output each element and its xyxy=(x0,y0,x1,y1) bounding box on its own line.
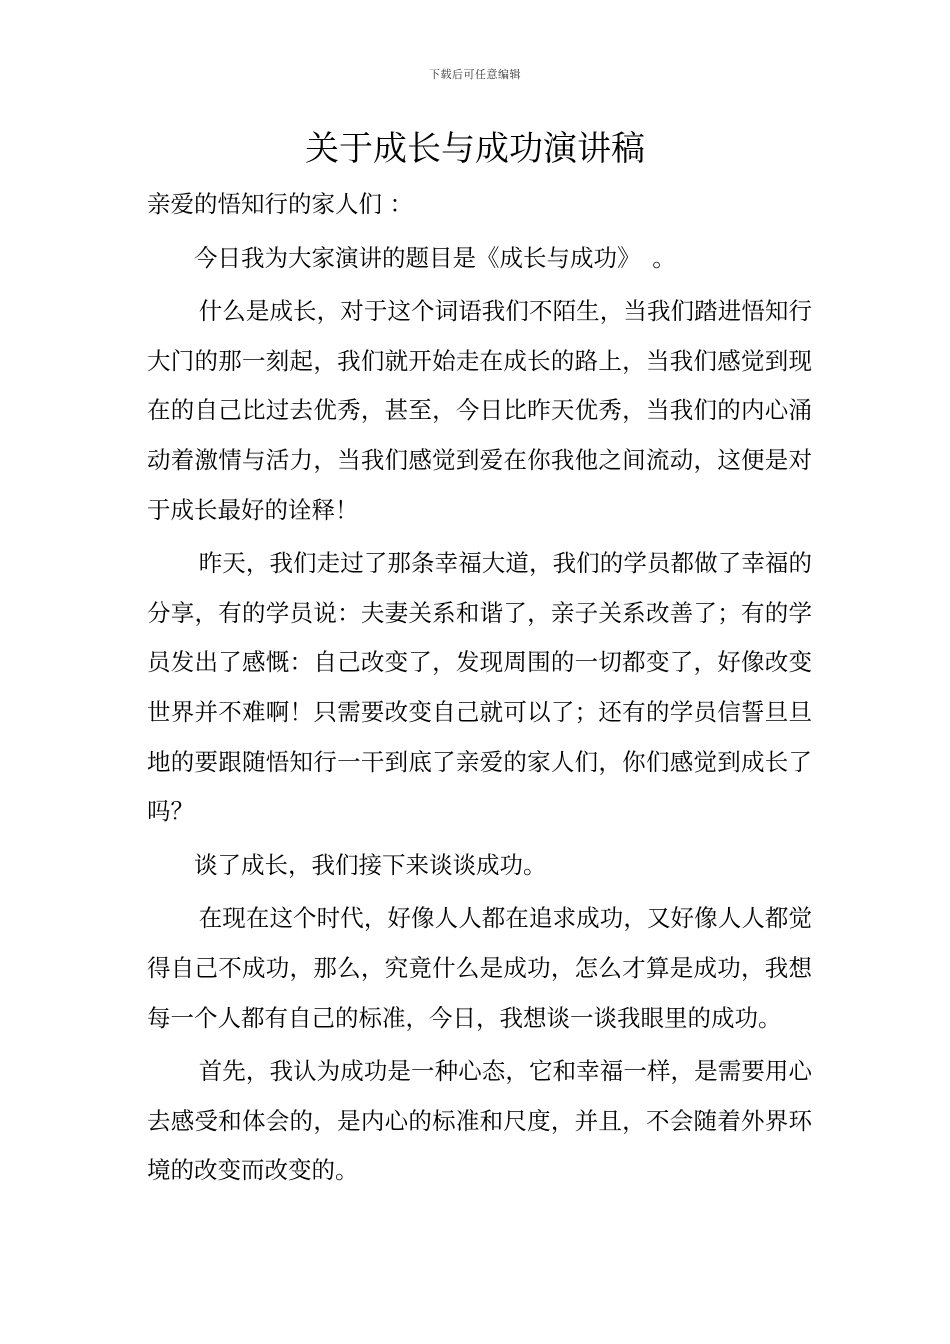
document-body xyxy=(147,180,812,1196)
paragraph-topic: 今日我为大家演讲的题目是《成长与成功》 。 xyxy=(194,243,676,272)
salutation: 亲爱的悟知行的家人们 ： xyxy=(147,190,413,218)
document-title: 关于成长与成功演讲稿 xyxy=(305,129,645,169)
header-note: 下载后可任意编辑 xyxy=(429,68,521,81)
paragraph-success-mindset: 首先，我认为成功是一种心态，它和幸福一样，是需要用心去感受和体会的，是内心的标准和尺度，并且，不会随着外界环境的改变而改变的。 xyxy=(147,1057,812,1185)
paragraph-yesterday: 昨天，我们走过了那条幸福大道，我们的学员都做了幸福的分享，有的学员说：夫妻关系和谐了，亲子关系改善了；有的学员发出了感慨：自己改变了，发现周围的一切都变了，好像改变世界并不难啊！只需要改变自己就可以了；还有的学员信誓旦旦地的要跟随悟知行一干到底了亲爱的家人们，你们感觉到成长了吗？ xyxy=(147,549,812,826)
paragraph-transition: 谈了成长，我们接下来谈谈成功。 xyxy=(194,850,547,879)
paragraph-success-era: 在现在这个时代，好像人人都在追求成功，又好像人人都觉得自己不成功，那么，究竟什么是成功，怎么才算是成功，我想每一个人都有自己的标准，今日，我想谈一谈我眼里的成功。 xyxy=(147,904,812,1032)
paragraph-growth: 什么是成长，对于这个词语我们不陌生，当我们踏进悟知行大门的那一刻起，我们就开始走在成长的路上，当我们感觉到现在的自己比过去优秀，甚至，今日比昨天优秀，当我们的内心涌动着激情与活力，当我们感觉到爱在你我他之间流动，这便是对于成长最好的诠释！ xyxy=(147,297,812,524)
